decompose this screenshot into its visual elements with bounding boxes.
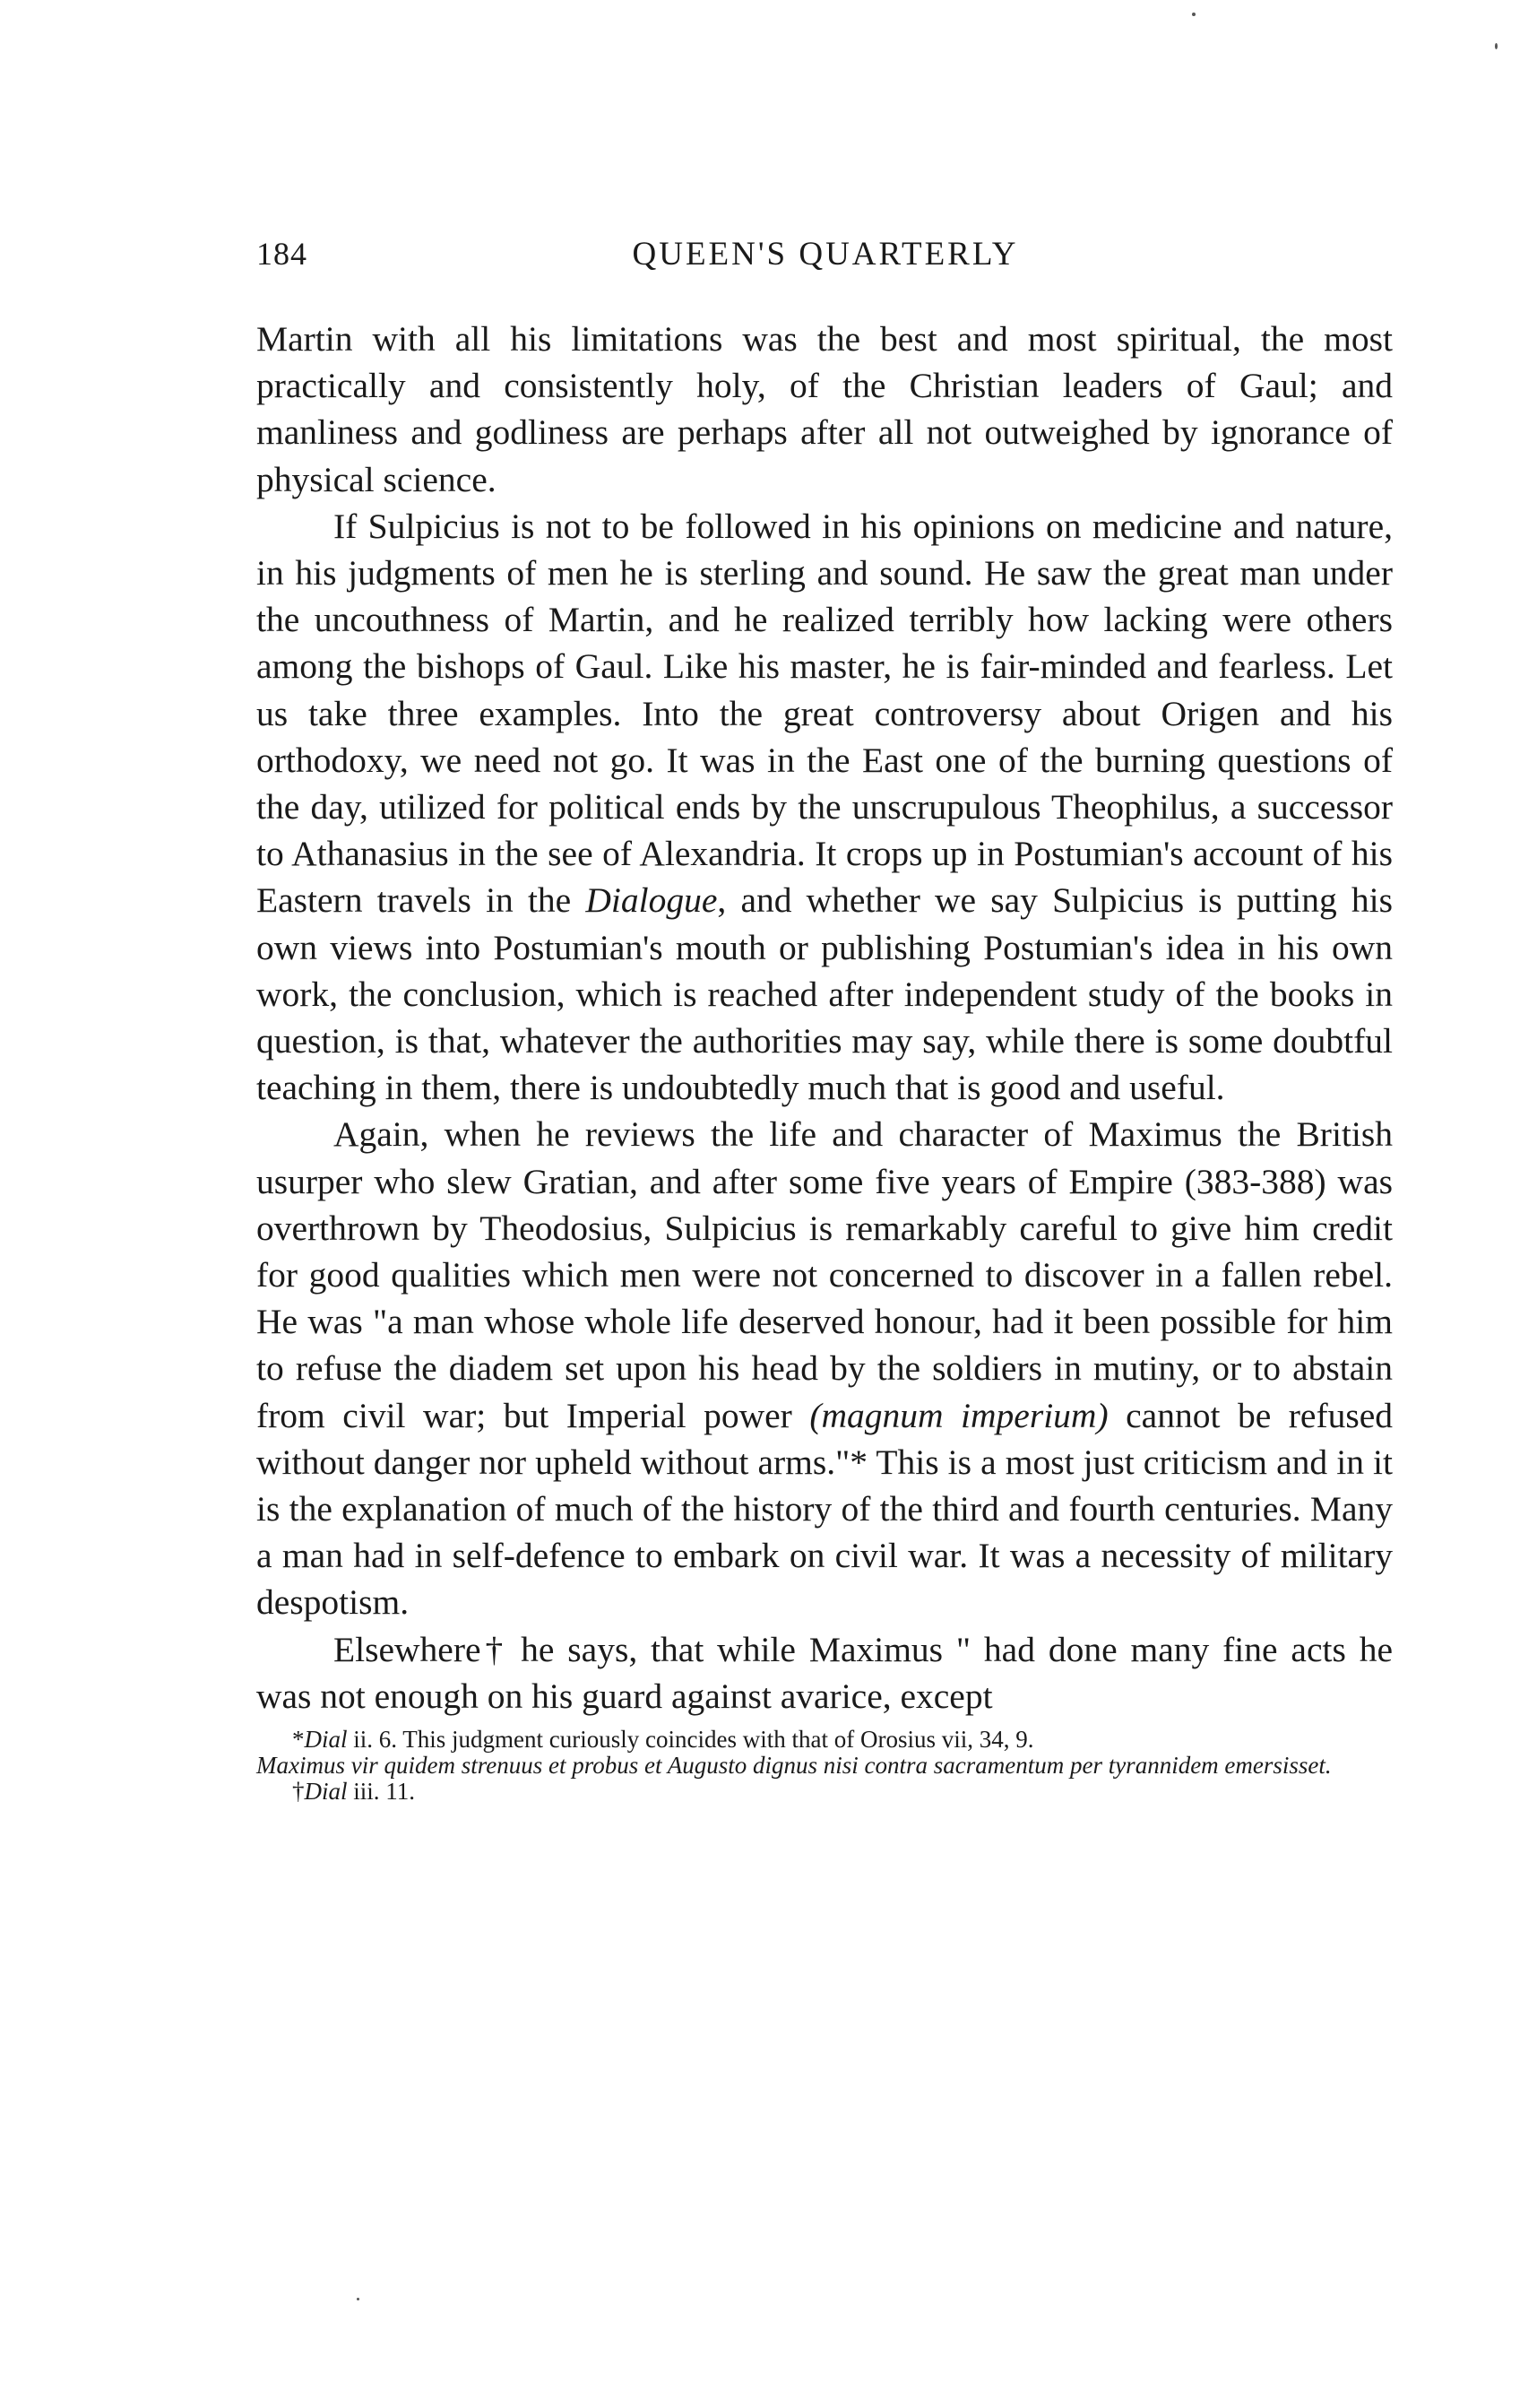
footnote-text: This judgment curiously coincides with that of Orosius vii, 34, 9.: [397, 1726, 1034, 1753]
footnote-1: [256, 1727, 1393, 1753]
footnote-reference-detail: ii. 6.: [347, 1726, 398, 1753]
paragraph-text: , and whether we say Sulpicius is putting his own views into Postumian's mouth or publishing Postumian's idea in his own work, the conclusion, which is reached after independent study of the books in question, is that, whatever the authorities may say, while there is some doubtful teaching in them, there is undoubtedly much that is good and useful.: [256, 880, 1393, 1108]
italic-phrase: (magnum imperium): [809, 1395, 1109, 1435]
footnote-reference: Dial: [304, 1778, 348, 1805]
scan-speck: [1495, 43, 1498, 49]
paragraph-2: [256, 503, 1393, 1112]
footnote-reference-detail: iii. 11.: [347, 1778, 416, 1805]
paragraph-3: [256, 1111, 1393, 1625]
italic-title: Dialogue: [585, 880, 718, 921]
body-text: [256, 316, 1393, 1719]
paragraph-text: Martin with all his limitations was the best and most spiritual, the most practically and consistently holy, of the Christian leaders of Gaul; and manliness and godliness are perhaps after all not outweighed by ignorance of physical science.: [256, 319, 1393, 499]
footnotes: [256, 1727, 1393, 1805]
scan-speck: [357, 2298, 359, 2300]
footnote-1-latin: [256, 1753, 1393, 1779]
paragraph-1: [256, 316, 1393, 503]
footnote-latin-quote: Maximus vir quidem strenuus et probus et Augusto dignus nisi contra sacramentum per tyrannidem emersisset.: [256, 1752, 1332, 1779]
running-title: QUEEN'S QUARTERLY: [632, 236, 1019, 273]
paragraph-text: cannot be refused without danger nor upheld without arms."* This is a most just criticism and in it is the explanation of much of the history of the third and fourth centuries. Many a man had in self-defence to embark on civil war. It was a necessity of military despotism.: [256, 1395, 1393, 1623]
footnote-2: [256, 1779, 1393, 1805]
footnote-reference: Dial: [304, 1726, 348, 1753]
scan-speck: [1192, 13, 1196, 16]
paragraph-text: If Sulpicius is not to be followed in his opinions on medicine and nature, in his judgments of men he is sterling and sound. He saw the great man under the uncouthness of Martin, and he realized terribly how lacking were others among the bishops of Gaul. Like his master, he is fair-minded and fearless. Let us take three examples. Into the great controversy about Origen and his orthodoxy, we need not go. It was in the East one of the burning questions of the day, utilized for political ends by the unscrupulous Theophilus, a successor to Athanasius in the see of Alexandria. It crops up in Postumian's account of his Eastern travels in the: [256, 506, 1393, 921]
paragraph-text: Elsewhere† he says, that while Maximus " had done many fine acts he was not enough on his guard against avarice, except: [256, 1629, 1393, 1716]
paragraph-4: [256, 1626, 1393, 1719]
footnote-marker: *: [292, 1726, 305, 1753]
footnote-marker: †: [292, 1778, 305, 1805]
paragraph-text: Again, when he reviews the life and character of Maximus the British usurper who slew Gratian, and after some five years of Empire (383-388) was overthrown by Theodosius, Sulpicius is remarkably careful to give him credit for good qualities which men were not concerned to discover in a fallen rebel. He was "a man whose whole life deserved honour, had it been possible for him to refuse the diadem set upon his head by the soldiers in mutiny, or to abstain from civil war; but Imperial power: [256, 1114, 1393, 1435]
page-header: [256, 235, 1395, 280]
page-number: 184: [256, 236, 307, 272]
